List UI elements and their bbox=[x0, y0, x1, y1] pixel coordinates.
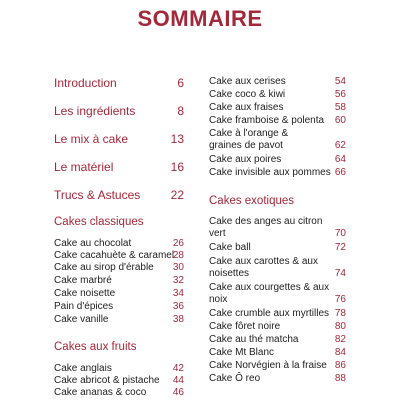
toc-entry-label: Cake aux cerises bbox=[209, 76, 286, 87]
toc-entry-label: Cake au chocolat bbox=[54, 238, 132, 249]
toc-entry-page: 72 bbox=[334, 242, 346, 253]
toc-entry-label: Cake anglais bbox=[54, 363, 112, 374]
toc-entry-label: Pain d'épices bbox=[54, 301, 114, 312]
toc-entry-page: 86 bbox=[334, 360, 346, 371]
toc-entry-label: Cake fôret noire bbox=[209, 321, 281, 332]
toc-entry-label: Cake ananas & coco bbox=[54, 387, 147, 398]
toc-entry-page: 66 bbox=[334, 167, 346, 178]
toc-entry-label: Cake coco & kiwi bbox=[209, 89, 286, 100]
toc-entry-page: 88 bbox=[334, 373, 346, 384]
toc-entry-label: Cake invisible aux pommes bbox=[209, 167, 331, 178]
toc-entry-page: 58 bbox=[334, 102, 346, 113]
toc-entry-page: 42 bbox=[172, 363, 184, 374]
toc-entry-page: 32 bbox=[172, 275, 184, 286]
toc-entry-page: 28 bbox=[172, 250, 184, 261]
toc-entry-label-continued: vert bbox=[209, 228, 226, 239]
toc-entry-label: Les ingrédients bbox=[54, 104, 136, 118]
toc-entry-page: 76 bbox=[334, 294, 346, 305]
toc-entry-label: Le mix à cake bbox=[54, 132, 129, 146]
toc-entry-page: 13 bbox=[170, 132, 184, 146]
toc-entry-label: Cake Mt Blanc bbox=[209, 347, 275, 358]
toc-entry-label: Cake au thé matcha bbox=[209, 334, 299, 345]
toc-entry-label: Le matériel bbox=[54, 160, 114, 174]
toc-entry-label-continued: graines de pavot bbox=[209, 140, 283, 151]
toc-entry-page: 38 bbox=[172, 314, 184, 325]
section-heading-exotiques: Cakes exotiques bbox=[209, 195, 295, 207]
toc-entry-page: 78 bbox=[334, 308, 346, 319]
toc-entry-page: 82 bbox=[334, 334, 346, 345]
toc-entry-label: Cake à l'orange & bbox=[209, 128, 289, 139]
toc-entry-label-continued: noix bbox=[209, 294, 228, 305]
toc-entry-label: Cake aux carottes & aux bbox=[209, 256, 318, 267]
toc-entry-page: 44 bbox=[172, 375, 184, 386]
toc-entry-label: Cake marbré bbox=[54, 275, 112, 286]
toc-entry-label: Cake aux fraises bbox=[209, 102, 284, 113]
toc-entry-label-continued: noisettes bbox=[209, 268, 250, 279]
toc-entry-label: Cake cacahuète & caramel bbox=[54, 250, 175, 261]
toc-entry-label: Cake abricot & pistache bbox=[54, 375, 160, 386]
toc-entry-label: Cake aux poires bbox=[209, 154, 282, 165]
toc-entry-page: 70 bbox=[334, 228, 346, 239]
toc-entry-label: Introduction bbox=[54, 76, 117, 90]
toc-entry-page: 54 bbox=[334, 76, 346, 87]
toc-entry-label: Cake noisette bbox=[54, 288, 116, 299]
toc-entry-label: Cake Ô reo bbox=[209, 373, 261, 384]
toc-entry-page: 64 bbox=[334, 154, 346, 165]
toc-entry-page: 30 bbox=[172, 262, 184, 273]
toc-entry-label: Cake Norvégien à la fraise bbox=[209, 360, 327, 371]
toc-entry-page: 74 bbox=[334, 268, 346, 279]
toc-entry-page: 56 bbox=[334, 89, 346, 100]
toc-entry-label: Cake des anges au citron bbox=[209, 216, 323, 227]
toc-entry-page: 80 bbox=[334, 321, 346, 332]
toc-entry-page: 26 bbox=[172, 238, 184, 249]
toc-entry-label: Cake ball bbox=[209, 242, 251, 253]
page-title: SOMMAIRE bbox=[137, 6, 263, 31]
toc-entry-page: 36 bbox=[172, 301, 184, 312]
toc-entry-page: 46 bbox=[172, 387, 184, 398]
section-heading-fruits: Cakes aux fruits bbox=[54, 341, 137, 353]
toc-entry-page: 34 bbox=[172, 288, 184, 299]
toc-entry-page: 62 bbox=[334, 140, 346, 151]
toc-entry-label: Trucs & Astuces bbox=[54, 188, 141, 202]
toc-entry-label: Cake au sirop d'érable bbox=[54, 262, 154, 273]
toc-entry-page: 84 bbox=[334, 347, 346, 358]
section-heading-classiques: Cakes classiques bbox=[54, 216, 144, 228]
toc-entry-label: Cake aux courgettes & aux bbox=[209, 282, 330, 293]
toc-entry-label: Cake crumble aux myrtilles bbox=[209, 308, 330, 319]
toc-entry-page: 60 bbox=[334, 115, 346, 126]
toc-entry-page: 8 bbox=[177, 104, 184, 118]
toc-entry-label: Cake vanille bbox=[54, 314, 109, 325]
toc-entry-label: Cake framboise & polenta bbox=[209, 115, 325, 126]
toc-entry-page: 16 bbox=[170, 160, 184, 174]
toc-entry-page: 22 bbox=[170, 188, 184, 202]
toc-entry-page: 6 bbox=[177, 76, 184, 90]
